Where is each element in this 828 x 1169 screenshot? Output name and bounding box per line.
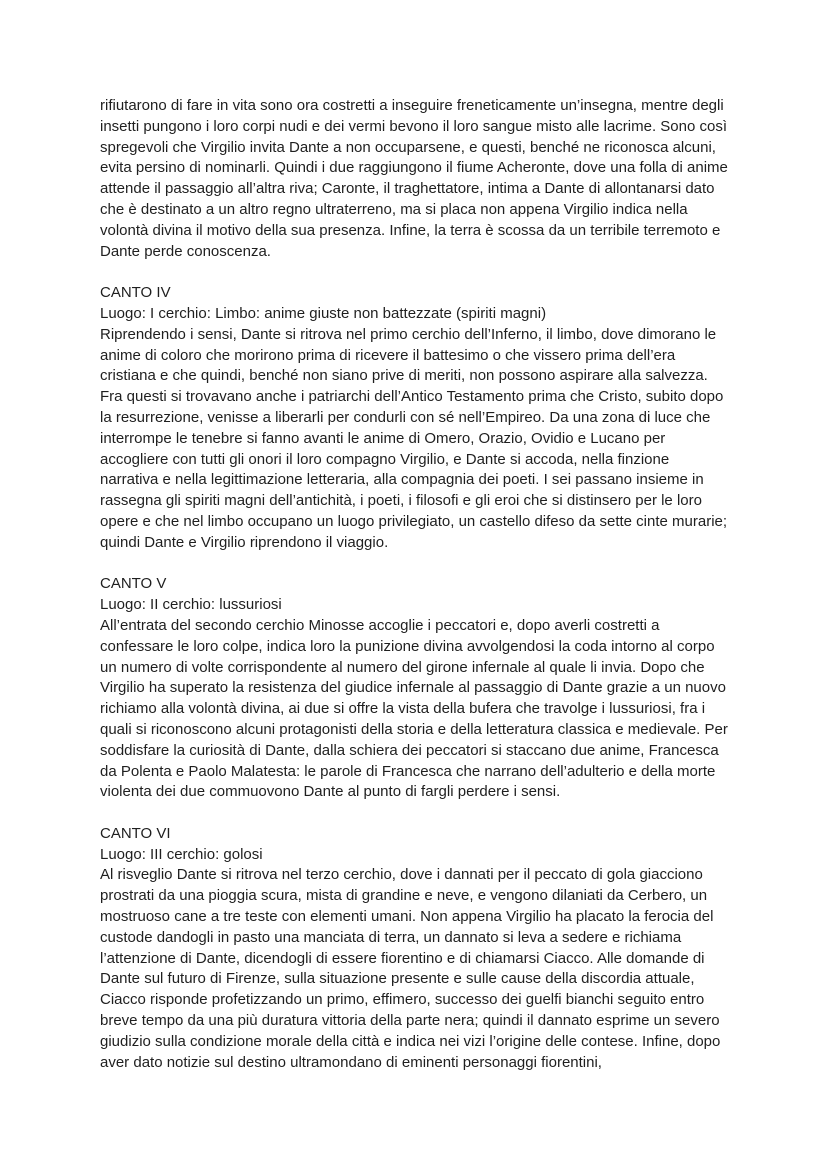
section-title: CANTO V [100,575,167,593]
section-body: Riprendendo i sensi, Dante si ritrova nel primo cerchio dell’Inferno, il limbo, dove dimorano le anime di coloro che morirono prima di ricevere il battesimo o che vissero prima dell’era cristiana e che quindi, benché non siano prive di meriti, non possono aspirare alla salvezza. Fra questi si trovavano anche i patriarchi dell’Antico Testamento prima che Cristo, subito dopo la resurrezione, venisse a liberarli per condurli con sé nell’Empireo. Da una zona di luce che interrompe le tenebre si fanno avanti le anime di Omero, Orazio, Ovidio e Lucano per accogliere con tutti gli onori il loro compagno Virgilio, e Dante si accoda, nella finzione narrativa e nella legittimazione letteraria, alla compagnia dei poeti. I sei passano insieme in rassegna gli spiriti magni dell’antichità, i poeti, i filosofi e gli eroi che si distinsero per le loro opere e che nel limbo occupano un luogo privilegiato, un castello difeso da sette cinte murarie; quindi Dante e Virgilio riprendono il viaggio. [100,325,728,551]
section-canto-vi [100,824,730,1074]
section-place: Luogo: II cerchio: lussuriosi [100,596,282,614]
section-canto-iv [100,283,730,553]
intro-paragraph: rifiutarono di fare in vita sono ora costretti a inseguire freneticamente un’insegna, mentre degli insetti pungono i loro corpi nudi e dei vermi bevono il loro sangue misto alle lacrime. Sono così spregevoli che Virgilio invita Dante a non occuparsene, e questi, benché ne riconosca alcuni, evita persino di nominarli. Quindi i due raggiungono il fiume Acheronte, dove una folla di anime attende il passaggio all’altra riva; Caronte, il traghettatore, intima a Dante di allontanarsi dato che è destinato a un altro regno ultraterreno, ma si placa non appena Virgilio indica nella volontà divina il motivo della sua presenza. Infine, la terra è scossa da un terribile terremoto e Dante perde conoscenza. [100,97,728,260]
section-body: Al risveglio Dante si ritrova nel terzo cerchio, dove i dannati per il peccato di gola giacciono prostrati da una pioggia scura, mista di grandine e neve, e vengono dilaniati da Cerbero, un mostruoso cane a tre teste con elementi umani. Non appena Virgilio ha placato la ferocia del custode dandogli in pasto una manciata di terra, un dannato si leva a sedere e richiama l’attenzione di Dante, dicendogli di essere fiorentino e di chiamarsi Ciacco. Alle domande di Dante sul futuro di Firenze, sulla situazione presente e sulle cause della discordia attuale, Ciacco risponde profetizzando un primo, effimero, successo dei guelfi bianchi seguito entro breve tempo da una più duratura vittoria della parte nera; quindi il dannato esprime un severo giudizio sulla condizione morale della città e indica nei vizi l’origine delle contese. Infine, dopo aver dato notizie sul destino ultramondano di eminenti personaggi fiorentini, [100,866,721,1071]
section-body: All’entrata del secondo cerchio Minosse accoglie i peccatori e, dopo averli costretti a confessare le loro colpe, indica loro la punizione divina avvolgendosi la coda intorno al corpo un numero di volte corrispondente al numero del girone infernale al quale li invia. Dopo che Virgilio ha superato la resistenza del giudice infernale al passaggio di Dante grazie a un nuovo richiamo alla volontà divina, ai due si offre la vista della bufera che travolge i lussuriosi, fra i quali si riconoscono alcuni protagonisti della storia e della letteratura classica e medievale. Per soddisfare la curiosità di Dante, dalla schiera dei peccatori si staccano due anime, Francesca da Polenta e Paolo Malatesta: le parole di Francesca che narrano dell’adulterio e della morte violenta dei due commuovono Dante al punto di fargli perdere i sensi. [100,616,728,801]
document-page [100,96,730,1073]
section-place: Luogo: III cerchio: golosi [100,845,263,863]
section-canto-v [100,574,730,803]
section-title: CANTO IV [100,284,171,302]
section-place: Luogo: I cerchio: Limbo: anime giuste non battezzate (spiriti magni) [100,304,547,322]
section-title: CANTO VI [100,824,171,842]
